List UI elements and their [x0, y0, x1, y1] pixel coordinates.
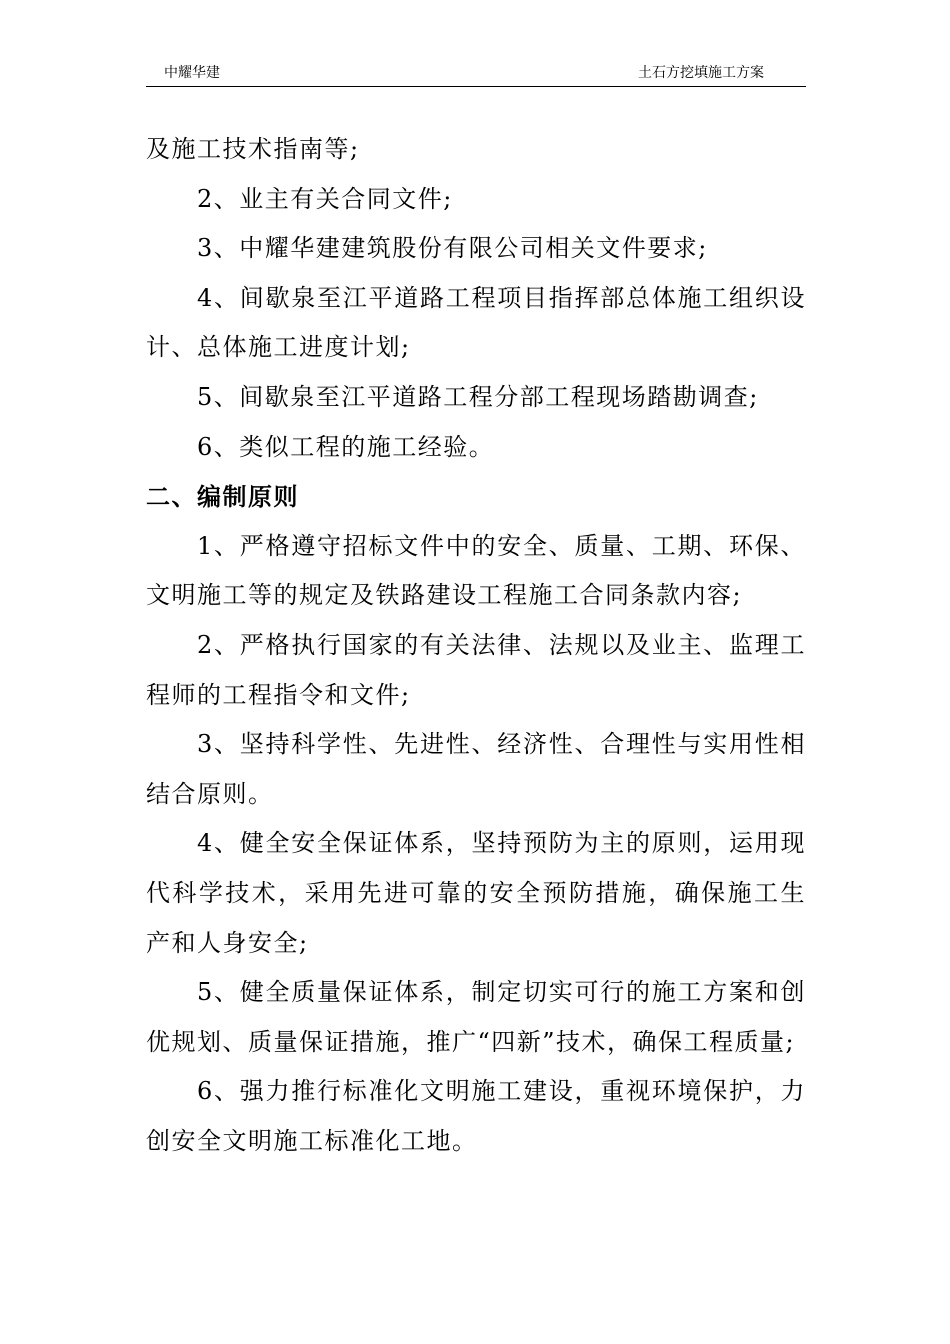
- list-item: 5、间歇泉至江平道路工程分部工程现场踏勘调查;: [197, 382, 759, 411]
- list-item: 6、类似工程的施工经验。: [197, 432, 495, 461]
- document-body: [146, 125, 806, 1166]
- list-item: 2、严格执行国家的有关法律、法规以及业主、监理工程师的工程指令和文件;: [146, 630, 806, 709]
- list-item: 6、强力推行标准化文明施工建设，重视环境保护，力创安全文明施工标准化工地。: [146, 1077, 806, 1155]
- header-company: 中耀华建: [164, 65, 220, 81]
- list-item: 4、间歇泉至江平道路工程项目指挥部总体施工组织设计、总体施工进度计划;: [146, 283, 806, 362]
- list-item: 3、坚持科学性、先进性、经济性、合理性与实用性相结合原则。: [146, 730, 806, 808]
- page-header: [146, 60, 806, 87]
- list-item: 2、业主有关合同文件;: [197, 184, 453, 213]
- header-document-title: 土石方挖填施工方案: [638, 65, 764, 81]
- list-item: 4、健全安全保证体系，坚持预防为主的原则，运用现代科学技术，采用先进可靠的安全预防措施，确保施工生产和人身安全;: [146, 829, 806, 957]
- list-item: 5、健全质量保证体系，制定切实可行的施工方案和创优规划、质量保证措施，推广“四新”技术，确保工程质量;: [146, 978, 806, 1056]
- list-item: 1、严格遵守招标文件中的安全、质量、工期、环保、文明施工等的规定及铁路建设工程施工合同条款内容;: [146, 531, 806, 610]
- paragraph: 及施工技术指南等;: [146, 135, 360, 163]
- section-heading: 二、编制原则: [146, 482, 299, 512]
- list-item: 3、中耀华建建筑股份有限公司相关文件要求;: [197, 234, 708, 263]
